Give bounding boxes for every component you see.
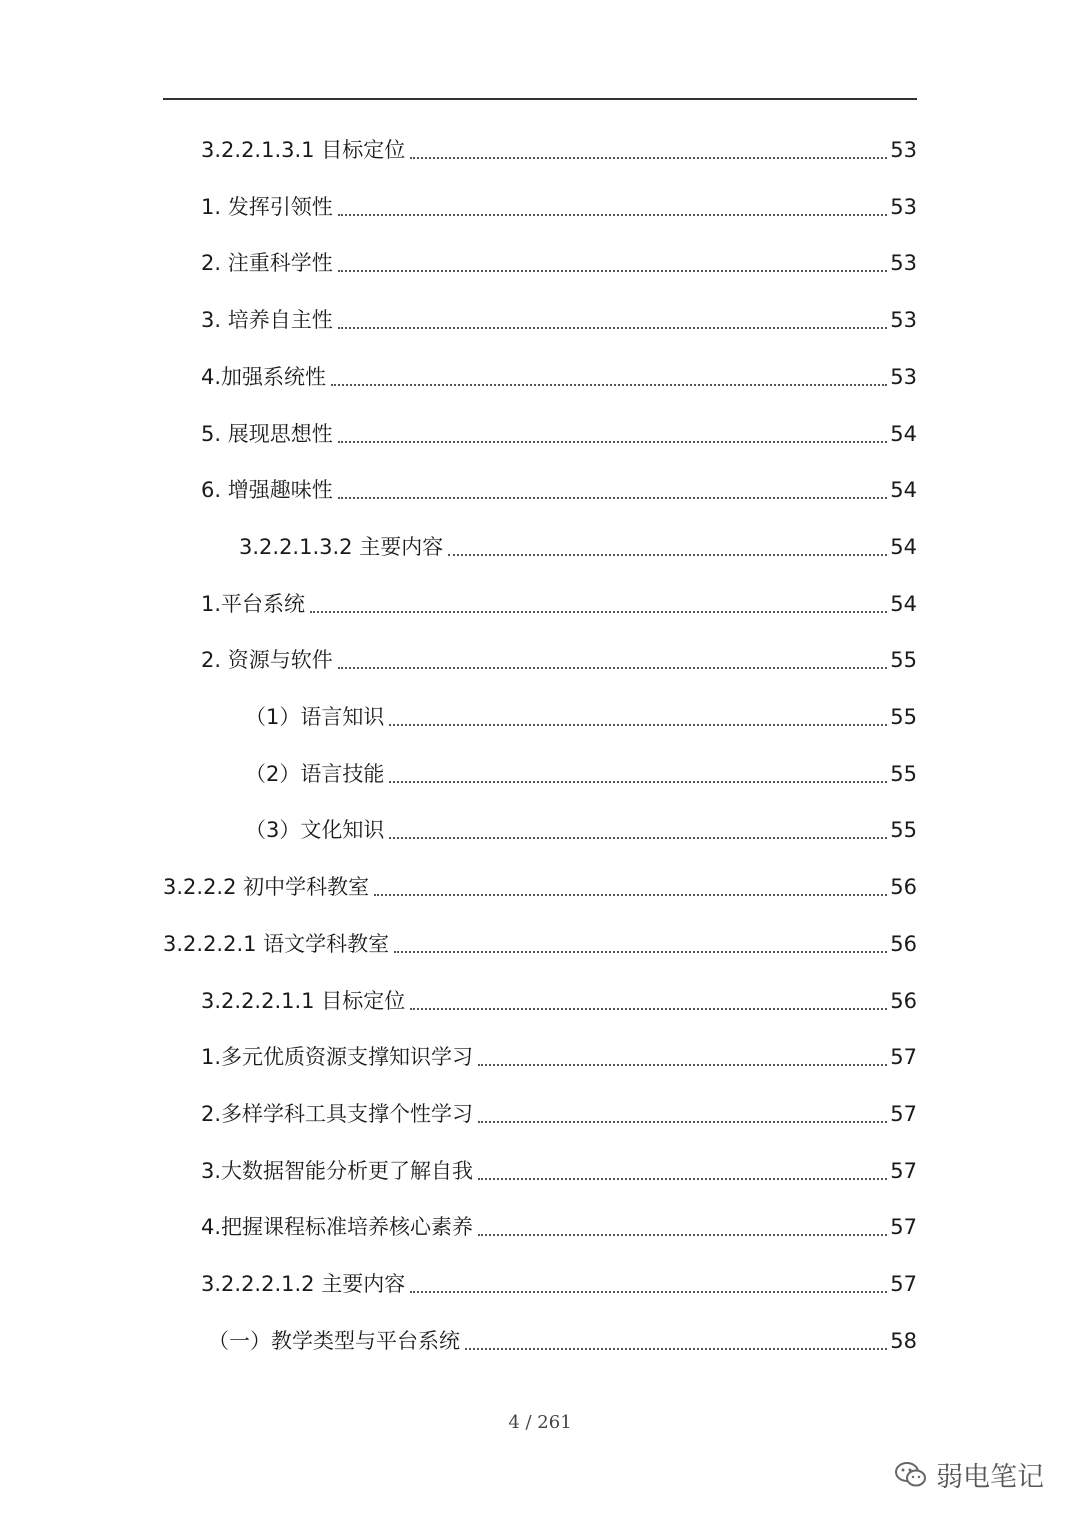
toc-dot-leader [478,1121,887,1123]
toc-entry-page: 56 [890,988,917,1013]
header-rule [163,98,917,100]
toc-entry[interactable] [201,1207,917,1247]
toc-entry[interactable] [201,300,917,340]
toc-entry-page: 53 [890,364,917,389]
toc-entry-page: 54 [890,421,917,446]
toc-entry-page: 57 [890,1045,917,1070]
toc-entry-title: 3.2.2.2 初中学科教室 [163,875,370,900]
toc-entry[interactable] [201,130,917,170]
toc-entry-page: 57 [890,1272,917,1296]
toc-dot-leader [478,1178,887,1180]
toc-dot-leader [389,724,887,726]
toc-entry-page: 56 [890,931,917,956]
toc-entry-page: 54 [890,478,917,503]
toc-dot-leader [338,327,888,329]
toc-dot-leader [338,270,888,272]
toc-entry[interactable] [201,414,917,454]
toc-entry-title: 3. 培养自主性 [201,308,333,333]
toc-dot-leader [478,1234,887,1236]
toc-entry-title: 1.多元优质资源支撑知识学习 [201,1045,474,1070]
toc-entry-page: 53 [890,308,917,333]
toc-entry-page: 53 [890,138,917,162]
toc-entry-page: 57 [890,1215,917,1240]
toc-entry[interactable] [201,981,917,1021]
toc-dot-leader [338,497,888,499]
toc-entry-page: 57 [890,1101,917,1126]
toc-entry[interactable] [201,584,917,624]
toc-dot-leader [478,1064,887,1066]
toc-entry-page: 56 [890,875,917,900]
toc-entry[interactable] [245,754,917,794]
toc-dot-leader [389,837,887,839]
toc-entry-page: 53 [890,251,917,276]
toc-entry[interactable] [201,357,917,397]
watermark [894,1455,1044,1494]
page-indicator: 4 / 261 [508,1412,572,1433]
toc-entry-title: 3.2.2.1.3.1 目标定位 [201,138,406,162]
toc-entry[interactable] [163,924,917,964]
toc-entry-title: （一）教学类型与平台系统 [208,1328,460,1353]
toc-dot-leader [410,157,887,159]
toc-entry-title: （3）文化知识 [245,818,385,843]
toc-dot-leader [410,1291,887,1293]
toc-entry[interactable] [245,810,917,850]
toc-entry-title: 4.把握课程标准培养核心素养 [201,1215,474,1240]
toc-entry[interactable] [201,243,917,283]
toc-entry[interactable] [208,1321,917,1361]
toc-entry-title: 2. 资源与软件 [201,648,333,673]
toc-entry-title: 4.加强系统性 [201,364,327,389]
toc-entry-title: 2.多样学科工具支撑个性学习 [201,1101,474,1126]
toc-entry[interactable] [163,867,917,907]
toc-entry-page: 55 [890,818,917,843]
toc-entry-title: 1.平台系统 [201,591,306,616]
toc-entry-page: 54 [890,591,917,616]
wechat-icon [894,1460,928,1490]
toc-dot-leader [465,1348,887,1350]
toc-entry-title: 6. 增强趣味性 [201,478,333,503]
toc-dot-leader [338,214,888,216]
toc-entry[interactable] [201,1151,917,1191]
toc-entry[interactable] [201,187,917,227]
toc-entry[interactable] [201,640,917,680]
toc-dot-leader [310,611,887,613]
toc-entry-title: 3.2.2.2.1 语文学科教室 [163,931,390,956]
toc-entry-page: 55 [890,705,917,729]
toc-entry[interactable] [201,1264,917,1304]
toc-entry[interactable] [239,527,917,567]
toc-entry[interactable] [201,470,917,510]
toc-entry-title: （1）语言知识 [245,705,385,729]
toc-entry-title: 5. 展现思想性 [201,421,333,446]
toc-entry-page: 53 [890,194,917,219]
toc-entry-title: （2）语言技能 [245,761,385,786]
toc-entry-page: 58 [890,1328,917,1353]
watermark-text: 弱电笔记 [936,1462,1044,1493]
toc-entry-title: 2. 注重科学性 [201,251,333,276]
toc-entry-page: 57 [890,1158,917,1183]
toc-entry-title: 3.2.2.2.1.2 主要内容 [201,1272,406,1296]
toc-entry-title: 3.2.2.2.1.1 目标定位 [201,988,406,1013]
toc-dot-leader [338,441,888,443]
toc-dot-leader [374,894,887,896]
toc-entry[interactable] [201,1094,917,1134]
toc-entry-title: 1. 发挥引领性 [201,194,333,219]
toc-entry-page: 54 [890,534,917,559]
toc-dot-leader [394,951,887,953]
toc-dot-leader [410,1008,887,1010]
toc-entry-page: 55 [890,761,917,786]
toc-dot-leader [338,667,888,669]
toc-dot-leader [389,781,887,783]
toc-dot-leader [448,554,887,556]
toc-entry-title: 3.2.2.1.3.2 主要内容 [239,534,444,559]
toc-entry-page: 55 [890,648,917,673]
toc-entry-title: 3.大数据智能分析更了解自我 [201,1158,474,1183]
toc-entry[interactable] [245,697,917,737]
toc-dot-leader [331,384,887,386]
toc-entry[interactable] [201,1037,917,1077]
